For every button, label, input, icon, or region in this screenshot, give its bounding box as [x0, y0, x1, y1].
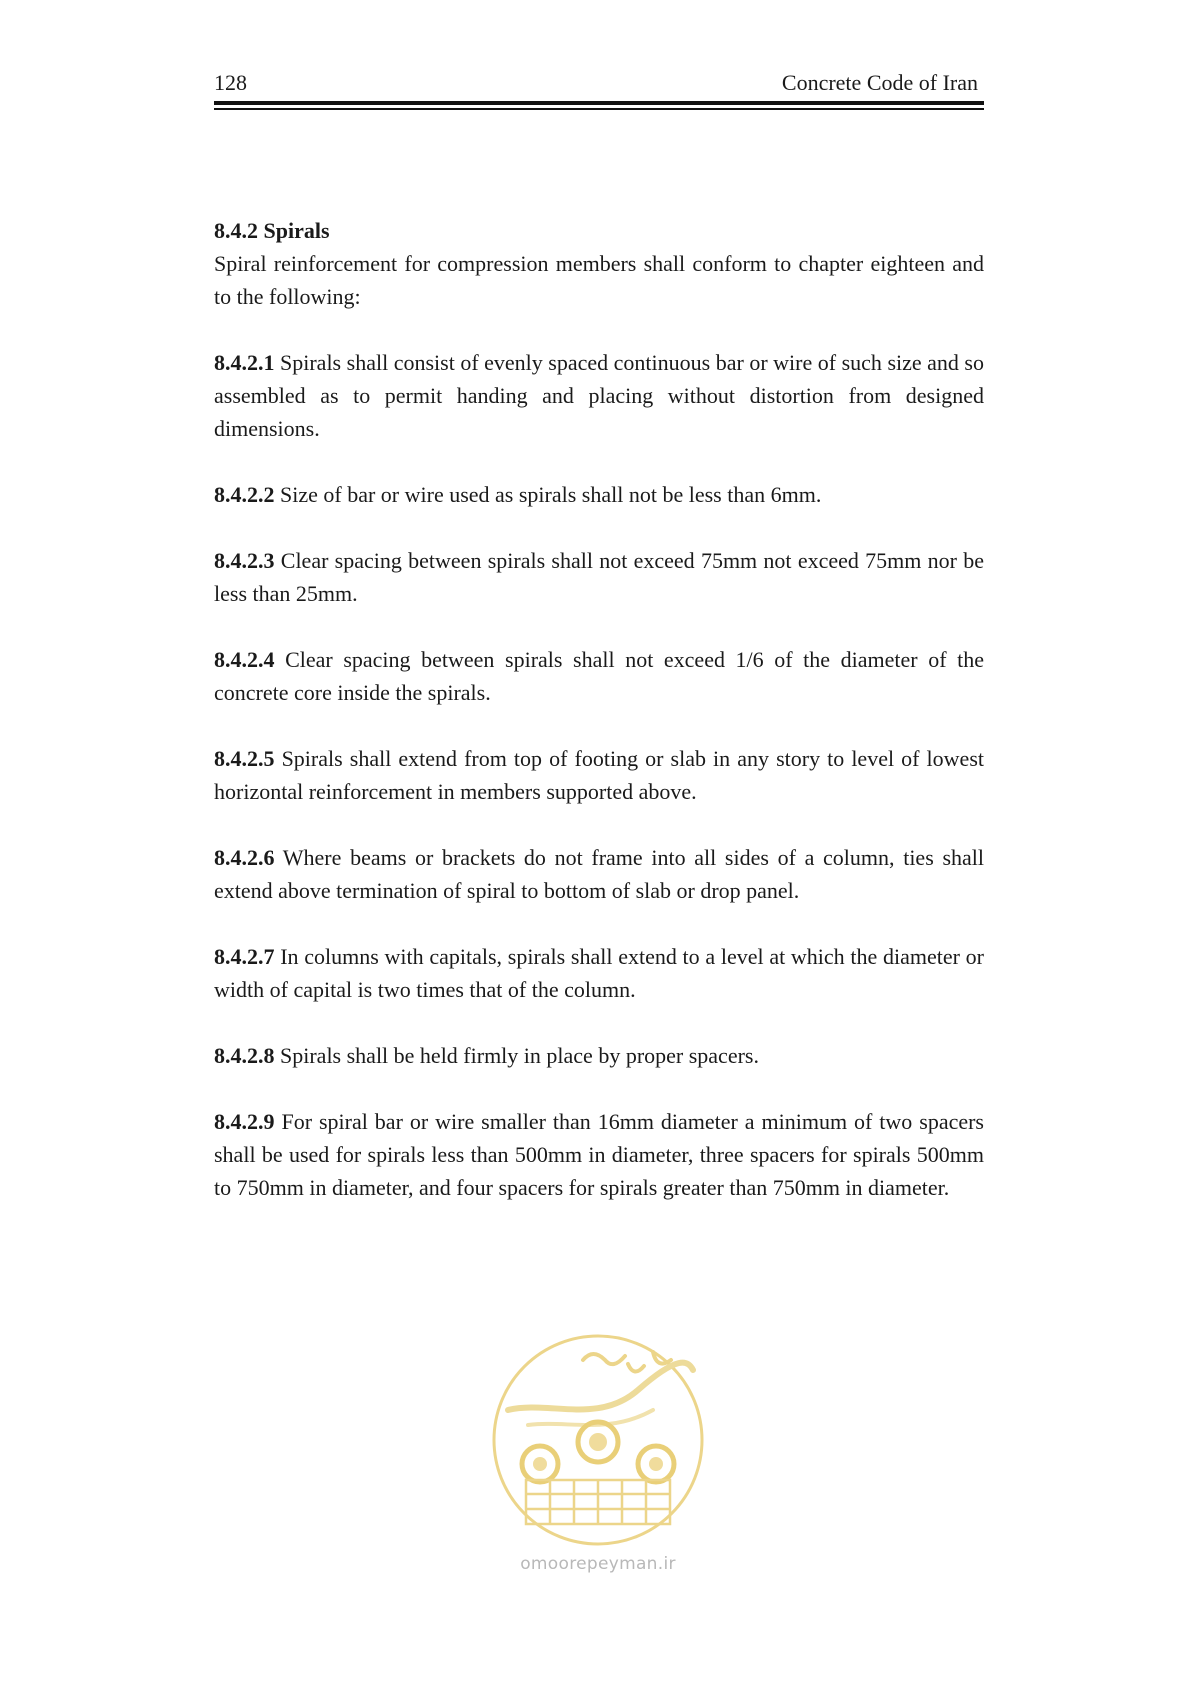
clause-number: 8.4.2.3 — [214, 548, 275, 573]
header-rule-thick — [214, 101, 984, 105]
clause — [214, 1039, 984, 1072]
clause-number: 8.4.2.7 — [214, 944, 275, 969]
section-intro: Spiral reinforcement for compression members shall conform to chapter eighteen and to the following: — [214, 251, 984, 309]
clause — [214, 478, 984, 511]
page-number: 128 — [214, 70, 247, 95]
clause — [214, 742, 984, 808]
header-rule-thin — [214, 108, 984, 110]
watermark-url: omoorepeyman.ir — [520, 1554, 676, 1574]
clause — [214, 346, 984, 445]
section-title: 8.4.2 Spirals — [214, 218, 330, 243]
watermark — [488, 1330, 708, 1580]
main-content — [214, 214, 984, 1237]
clause-text: Where beams or brackets do not frame into all sides of a column, ties shall extend above termination of spiral to bottom of slab or drop panel. — [214, 845, 984, 903]
clause — [214, 841, 984, 907]
clause-text: In columns with capitals, spirals shall extend to a level at which the diameter or width of capital is two times that of the column. — [214, 944, 984, 1002]
clause-number: 8.4.2.4 — [214, 647, 275, 672]
clause-text: Clear spacing between spirals shall not exceed 1/6 of the diameter of the concrete core inside the spirals. — [214, 647, 984, 705]
running-title: Concrete Code of Iran — [781, 70, 978, 95]
clause-text: For spiral bar or wire smaller than 16mm diameter a minimum of two spacers shall be used for spirals less than 500mm in diameter, three spacers for spirals 500mm to 750mm in diameter, and four spacers for spirals greater than 750mm in diameter. — [214, 1109, 984, 1200]
clause-number: 8.4.2.6 — [214, 845, 275, 870]
clause — [214, 643, 984, 709]
clause-number: 8.4.2.8 — [214, 1043, 275, 1068]
clause-text: Clear spacing between spirals shall not exceed 75mm not exceed 75mm nor be less than 25mm. — [214, 548, 984, 606]
clause — [214, 544, 984, 610]
clause — [214, 1105, 984, 1204]
omoorepeyman-seal-icon — [488, 1330, 708, 1550]
clause-number: 8.4.2.1 — [214, 350, 275, 375]
clause-number: 8.4.2.5 — [214, 746, 275, 771]
clause-text: Spirals shall extend from top of footing or slab in any story to level of lowest horizontal reinforcement in members supported above. — [214, 746, 984, 804]
clause-text: Size of bar or wire used as spirals shall not be less than 6mm. — [274, 482, 822, 507]
clause-text: Spirals shall be held firmly in place by proper spacers. — [274, 1043, 759, 1068]
clause — [214, 940, 984, 1006]
clause-number: 8.4.2.2 — [214, 482, 275, 507]
clause-number: 8.4.2.9 — [214, 1109, 275, 1134]
clause-text: Spirals shall consist of evenly spaced continuous bar or wire of such size and so assembled as to permit handing and placing without distortion from designed dimensions. — [214, 350, 984, 441]
